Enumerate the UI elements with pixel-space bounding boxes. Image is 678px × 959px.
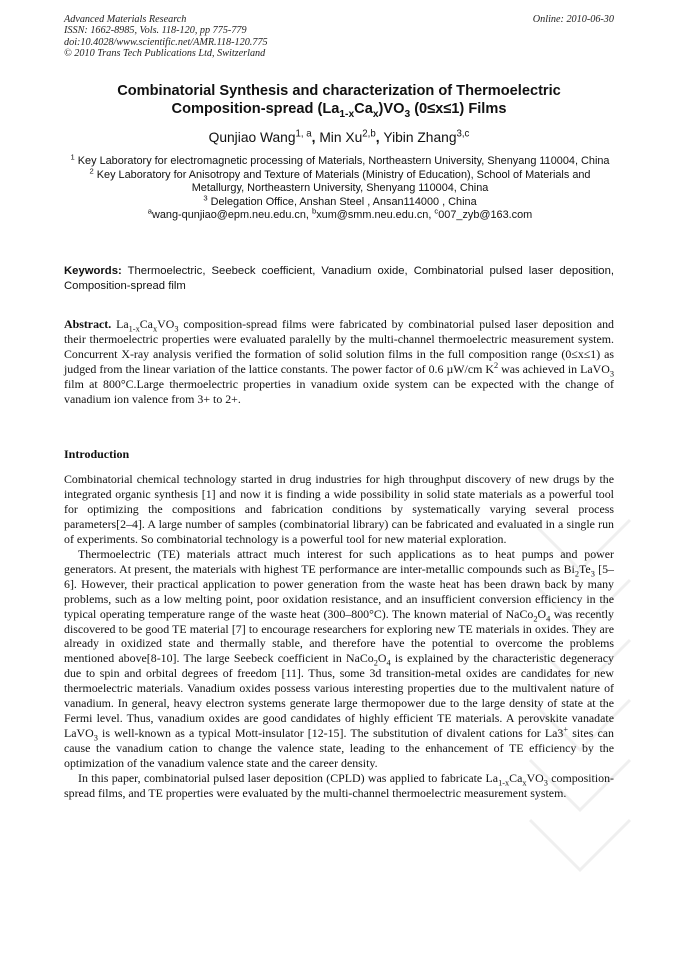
keywords-label: Keywords:: [64, 265, 122, 277]
intro-paragraph-1: Combinatorial chemical technology started in drug industries for high throughput discovery of new drugs by the integrated organic synthesis [1] and now it is finding a wide possibility in solid state materials as a powerful tool for optimizing the compositions and fabrication conditions by systematically varying several process parameters[2–4]. A large number of samples (combinatorial library) can be fabricated and evaluated in a single run of experiments. So combinatorial technology is a powerful tool for new material exploration.: [64, 472, 614, 546]
section-heading-introduction: Introduction: [64, 447, 130, 461]
author-name: Yibin Zhang: [383, 130, 457, 145]
author-affil-sup: 1, a: [295, 128, 312, 140]
author-affil-sup: 2,b: [362, 128, 376, 140]
email-link[interactable]: wang-qunjiao@epm.neu.edu.cn,: [151, 209, 312, 222]
paper-title: [60, 82, 618, 118]
author-list: [60, 130, 618, 145]
watermark-pattern: [520, 500, 670, 920]
author-separator: ,: [311, 130, 320, 145]
author-affil-sup: 3,c: [456, 128, 470, 140]
intro-paragraph-2: Thermoelectric (TE) materials attract much interest for such applications as to heat pumps and power generators. At present, the materials with highest TE performance are inter-metallic compounds such as $Bi_2Te_3$ [5–6]. However, their practical application to power generation from the waste heat has been drawn back by many problems, such as a low melting point, poor oxidation resistance, and an insufficient conversion efficiency in the typical operating temperature range of the waste heat (300–800°C). The known material of $NaCo_2O_4$ was recently discovered to be good TE material [7] to encourage researchers for exploring new TE materials in oxides. They are already in oxidized state and thermally stable, and therefore have the potential to overcome the problems mentioned above[8-10]. The large Seebeck coefficient in $NaCo_2O_4$ is explained by the characteristic degeneracy due to spin and orbital degrees of freedom [11]. Thus, some 3d transition-metal oxides are candidates for new thermoelectric materials. Vanadium oxides possess various interesting properties due to the multivalent nature of vanadium. In general, heavy electron systems generate large thermopower due to the large density of state at the Fermi level. Thus, vanadium oxides are good candidates of highly efficient TE materials. A perovskite vanadate LaVO$_3$ is well-known as a typical Mott-insulator [12-15]. The substitution of divalent cations for La3+ sites can cause the vanadium cation to change the valence state, leading to the enhancement of TE efficiency by the optimization of the vanadium valence state and the career density.: [64, 546, 615, 771]
email-link[interactable]: xum@smm.neu.edu.cn,: [316, 209, 435, 222]
journal-header: [64, 14, 268, 60]
doi-line[interactable]: doi:10.4028/www.scientific.net/AMR.118-120.775: [64, 36, 268, 48]
affiliations: [62, 152, 618, 223]
author-name: Qunjiao Wang: [208, 130, 296, 145]
affiliation-3: $^3$ Delegation Office, Anshan Steel , Ansan114000 , China: [203, 193, 477, 208]
keywords: [64, 264, 614, 293]
copyright-line: © 2010 Trans Tech Publications Ltd, Switzerland: [64, 48, 266, 60]
author-separator: ,: [375, 130, 384, 145]
email-line: $^a$wang-qunjiao@epm.neu.edu.cn, $^b$xum@smm.neu.edu.cn, $^c$007_zyb@163.com: [147, 206, 533, 222]
abstract-label: Abstract.: [64, 317, 112, 331]
keywords-text: Thermoelectric, Seebeck coefficient, Vanadium oxide, Combinatorial pulsed laser deposition, Composition-spread film: [64, 265, 614, 292]
affiliation-2: $^2$ Key Laboratory for Anisotropy and Texture of Materials (Ministry of Education), School of Materials and Metallurgy, Northeastern University, Shenyang 110004, China: [89, 165, 591, 195]
title-line-1: Combinatorial Synthesis and characterization of Thermoelectric: [117, 83, 561, 99]
title-line-2: Composition-spread $(La_{1-x}Ca_x)VO_3$ (0≤x≤1) Films: [171, 101, 507, 120]
abstract: Abstract. $La_{1-x}Ca_xVO_3$ composition-spread films were fabricated by combinatorial pulsed laser deposition and their thermoelectric properties were evaluated paralelly by the multi-channel thermoelectric measurement system. Concurrent X-ray analysis verified the formation of solid solution films in the full composition range (0≤x≤1) as judged from the linear variation of the lattice constants. The power factor of 0.6 µW/cm $K^2$ was achieved in LaVO$_3$ film at 800°C.Large thermoelectric properties in vanadium oxide system can be expected with the change of vanadium ion valence from 3+ to 2+.: [64, 317, 615, 406]
affiliation-1: $^1$ Key Laboratory for electromagnetic processing of Materials, Northeastern University, Shenyang 110004, China: [70, 152, 610, 167]
email-link[interactable]: 007_zyb@163.com: [438, 209, 533, 222]
online-date: Online: 2010-06-30: [532, 14, 614, 25]
author-name: Min Xu: [319, 130, 363, 145]
journal-name: Advanced Materials Research: [64, 14, 187, 25]
intro-paragraph-3: In this paper, combinatorial pulsed laser deposition (CPLD) was applied to fabricate $La_{1-x}Ca_xVO_3$ composition-spread films, and TE properties were evaluated by the multi-channel thermoelectric measurement system.: [64, 771, 614, 801]
issn-line: ISSN: 1662-8985, Vols. 118-120, pp 775-779: [64, 25, 247, 37]
